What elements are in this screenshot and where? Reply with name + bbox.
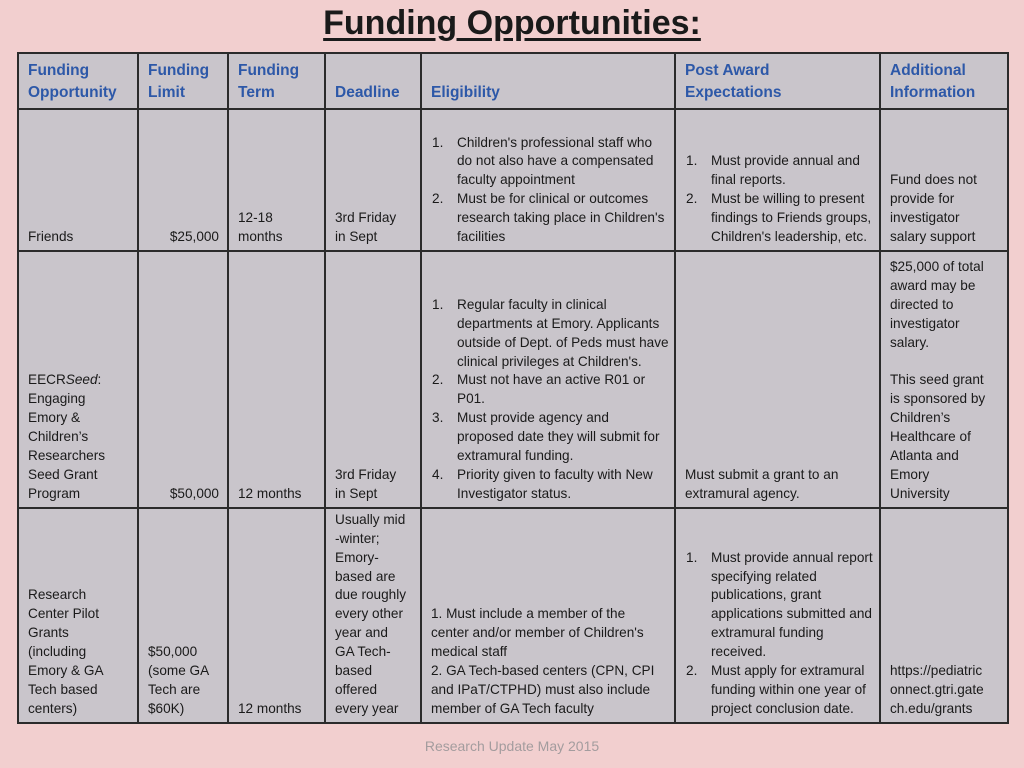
row-post-award bbox=[675, 508, 880, 723]
table-row bbox=[18, 251, 1008, 508]
row-term: 12 months bbox=[228, 508, 325, 723]
row-limit: $25,000 bbox=[138, 109, 228, 251]
list-item: Must provide annual report specifying related publications, grant applications submitted and extramural funding received. bbox=[711, 549, 873, 660]
header-post-award: Post Award Expectations bbox=[675, 53, 880, 109]
post-award-list bbox=[685, 152, 874, 247]
list-item: Must be willing to present findings to Friends groups, Children's leadership, etc. bbox=[711, 191, 872, 245]
row-opportunity bbox=[18, 251, 138, 508]
row-additional: $25,000 of total award may be directed to investigator salary. This seed grant is sponsored by Children’s Healthcare of Atlanta and Emory University bbox=[880, 251, 1008, 508]
row-term: 12-18 months bbox=[228, 109, 325, 251]
header-limit: Funding Limit bbox=[138, 53, 228, 109]
header-additional: Additional Information bbox=[880, 53, 1008, 109]
row-limit: $50,000 (some GA Tech are $60K) bbox=[138, 508, 228, 723]
list-item: Priority given to faculty with New Investigator status. bbox=[457, 466, 653, 501]
row-post-award: Must submit a grant to an extramural agency. bbox=[675, 251, 880, 508]
footer-text: Research Update May 2015 bbox=[424, 738, 600, 754]
row-additional: Fund does not provide for investigator salary support bbox=[880, 109, 1008, 251]
opportunity-rest: : Engaging Emory & Children’s Researchers Seed Grant Program bbox=[28, 372, 106, 501]
opportunity-prefix: EECR bbox=[28, 372, 66, 388]
funding-table bbox=[17, 52, 1009, 724]
header-term: Funding Term bbox=[228, 53, 325, 109]
eligibility-list bbox=[431, 296, 669, 504]
post-award-list bbox=[685, 549, 874, 719]
row-additional-link[interactable]: https://pediatric onnect.gtri.gate ch.edu/grants bbox=[880, 508, 1008, 723]
table-row bbox=[18, 508, 1008, 723]
list-item: Must provide agency and proposed date they will submit for extramural funding. bbox=[457, 410, 660, 464]
page-title: Funding Opportunities: bbox=[323, 4, 701, 42]
header-row bbox=[18, 53, 1008, 109]
row-opportunity: Research Center Pilot Grants (including Emory & GA Tech based centers) bbox=[18, 508, 138, 723]
row-deadline: 3rd Friday in Sept bbox=[325, 251, 421, 508]
header-eligibility: Eligibility bbox=[421, 53, 675, 109]
list-item: Must apply for extramural funding within one year of project conclusion date. bbox=[711, 663, 866, 716]
row-opportunity: Friends bbox=[18, 109, 138, 251]
header-deadline: Deadline bbox=[325, 53, 421, 109]
row-term: 12 months bbox=[228, 251, 325, 508]
list-item: Children's professional staff who do not also have a compensated faculty appointment bbox=[457, 134, 654, 188]
row-deadline: 3rd Friday in Sept bbox=[325, 109, 421, 251]
row-eligibility bbox=[421, 251, 675, 508]
list-item: Must not have an active R01 or P01. bbox=[457, 372, 646, 407]
row-limit: $50,000 bbox=[138, 251, 228, 508]
row-post-award bbox=[675, 109, 880, 251]
opportunity-italic: Seed bbox=[65, 372, 98, 388]
header-opportunity: Funding Opportunity bbox=[18, 53, 138, 109]
eligibility-list bbox=[431, 134, 669, 247]
list-item: Must be for clinical or outcomes research taking place in Children's facilities bbox=[457, 191, 665, 245]
table-row bbox=[18, 109, 1008, 251]
row-eligibility bbox=[421, 109, 675, 251]
list-item: Must provide annual and final reports. bbox=[711, 153, 860, 188]
list-item: Regular faculty in clinical departments at Emory. Applicants outside of Dept. of Peds must have clinical privileges at Children's. bbox=[457, 296, 669, 369]
row-deadline: Usually mid -winter; Emory- based are due roughly every other year and GA Tech- based offered every year bbox=[325, 508, 421, 723]
row-eligibility: 1. Must include a member of the center and/or member of Children's medical staff 2. GA Tech-based centers (CPN, CPI and IPaT/CTPHD) must also include member of GA Tech faculty bbox=[421, 508, 675, 723]
